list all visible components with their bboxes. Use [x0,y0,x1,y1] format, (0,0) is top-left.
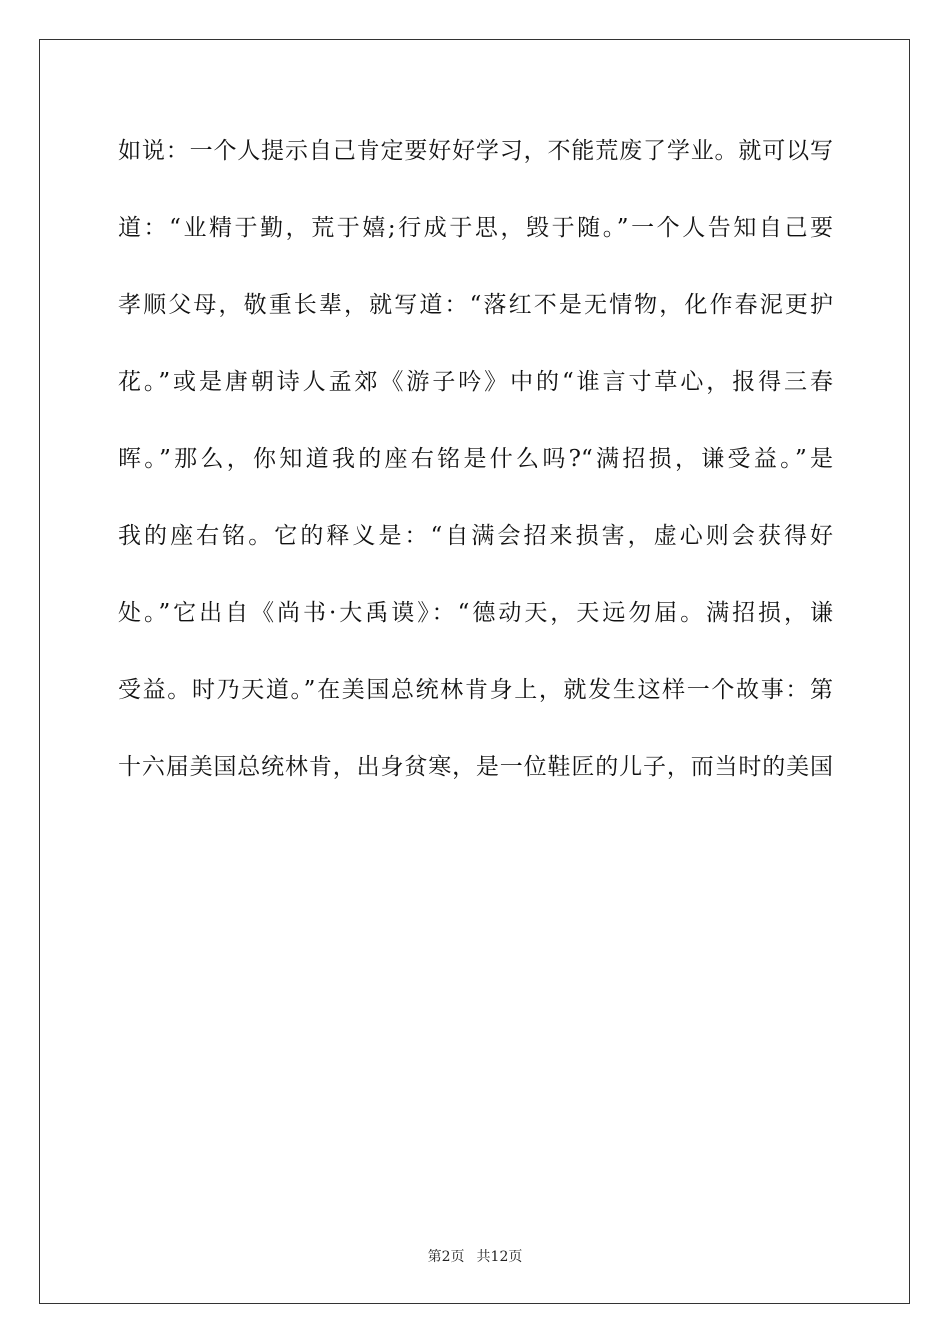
text-line: 晖。”那么，你知道我的座右铭是什么吗?“满招损，谦受益。”是 [118,446,833,472]
text-line: 孝顺父母，敬重长辈，就写道：“落红不是无情物，化作春泥更护 [118,292,833,318]
document-body [118,122,833,815]
page-footer [0,1246,950,1266]
page-number: 第2页 [427,1249,465,1265]
page-total: 共12页 [476,1249,523,1265]
text-line: 我的座右铭。它的释义是：“自满会招来损害，虚心则会获得好 [118,523,833,549]
text-line: 如说：一个人提示自己肯定要好好学习，不能荒废了学业。就可以写 [118,138,833,164]
text-line: 受益。时乃天道。”在美国总统林肯身上，就发生这样一个故事：第 [118,677,833,703]
text-line: 花。”或是唐朝诗人孟郊《游子吟》中的“谁言寸草心，报得三春 [118,369,833,395]
text-line: 十六届美国总统林肯，出身贫寒，是一位鞋匠的儿子，而当时的美国 [118,754,833,780]
text-line: 道：“业精于勤，荒于嬉;行成于思，毁于随。”一个人告知自己要 [118,215,833,241]
text-line: 处。”它出自《尚书·大禹谟》：“德动天，天远勿届。满招损，谦 [118,600,833,626]
